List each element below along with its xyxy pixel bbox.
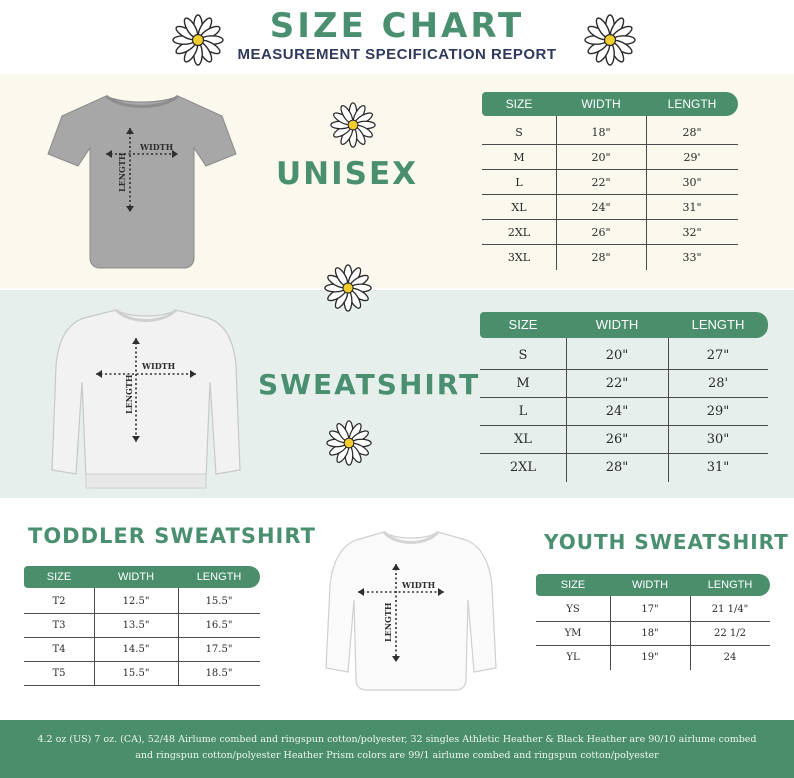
column-divider	[178, 588, 179, 686]
table-cell: YM	[564, 628, 582, 639]
column-header: SIZE	[508, 317, 538, 332]
page-subtitle: MEASUREMENT SPECIFICATION REPORT	[237, 46, 557, 63]
column-header: WIDTH	[117, 571, 155, 583]
table-header	[536, 574, 770, 596]
table-cell: 27"	[706, 348, 730, 363]
table-row	[480, 426, 768, 454]
tshirt-icon	[44, 88, 240, 278]
footer-text: 4.2 oz (US) 7 oz. (CA), 52/48 Airlume combed and ringspun cotton/polyester, 32 singles Athletic Heather & Black Heather are 90/10 airlume combed and ringspun cotton/polyester Heather Prism colors are 99/1 airlume combed and ringspun cotton/polyester	[37, 734, 757, 761]
tshirt-width-label: WIDTH	[140, 142, 174, 152]
daisy-icon	[324, 264, 372, 312]
table-row	[480, 370, 768, 398]
table-cell: 20"	[591, 151, 611, 164]
column-divider	[668, 338, 669, 482]
toddler-label: TODDLER SWEATSHIRT	[28, 524, 316, 548]
table-cell: 31"	[706, 460, 730, 475]
table-cell: 29"	[706, 404, 730, 419]
table-cell: S	[515, 126, 523, 139]
sweatshirt-width-label: WIDTH	[142, 361, 176, 371]
table-row	[482, 170, 738, 195]
sweatshirt-icon	[46, 302, 246, 492]
column-divider	[556, 116, 557, 270]
column-header: LENGTH	[707, 579, 753, 591]
table-cell: 16.5"	[205, 620, 233, 631]
table-row	[480, 342, 768, 370]
column-divider	[610, 596, 611, 670]
youth-size-table	[536, 574, 770, 670]
table-row	[480, 454, 768, 482]
table-row	[482, 195, 738, 220]
table-cell: 17.5"	[205, 644, 233, 655]
table-cell: 33"	[682, 251, 702, 264]
column-header: WIDTH	[631, 579, 669, 591]
youth-sweatshirt-icon	[318, 524, 504, 696]
table-cell: 22"	[591, 176, 611, 189]
table-header	[480, 312, 768, 338]
column-header: LENGTH	[691, 317, 745, 332]
youth-length-label: LENGTH	[383, 602, 393, 642]
table-cell: 30"	[682, 176, 702, 189]
table-cell: 28"	[591, 251, 611, 264]
column-divider	[646, 116, 647, 270]
table-cell: 18"	[641, 628, 659, 639]
table-cell: XL	[514, 432, 532, 447]
sweatshirt-length-label: LENGTH	[124, 374, 134, 414]
table-cell: 12.5"	[122, 596, 150, 607]
sweatshirt-label: SWEATSHIRT	[258, 368, 481, 401]
table-cell: XL	[511, 201, 527, 214]
table-cell: 28"	[605, 460, 629, 475]
table-row	[482, 245, 738, 270]
youth-label: YOUTH SWEATSHIRT	[544, 530, 789, 554]
table-row	[24, 638, 260, 662]
table-cell: L	[515, 176, 523, 189]
table-cell: 26"	[605, 432, 629, 447]
column-divider	[94, 588, 95, 686]
toddler-size-table	[24, 566, 260, 688]
footer-fabric-note	[0, 720, 794, 778]
table-row	[536, 646, 770, 670]
column-header: WIDTH	[581, 97, 621, 111]
table-cell: 18.5"	[205, 668, 233, 679]
table-row	[482, 145, 738, 170]
page-title: SIZE CHART	[269, 6, 525, 46]
table-cell: 21 1/4"	[711, 604, 749, 615]
table-cell: 14.5"	[122, 644, 150, 655]
table-cell: 29'	[683, 151, 701, 164]
header	[0, 0, 794, 74]
table-cell: T3	[52, 620, 66, 631]
table-cell: 17"	[641, 604, 659, 615]
tshirt-length-label: LENGTH	[117, 152, 127, 192]
unisex-size-table	[482, 92, 738, 272]
table-cell: L	[518, 404, 528, 419]
unisex-label: UNISEX	[276, 156, 419, 192]
sweatshirt-size-table	[480, 312, 768, 486]
table-cell: YS	[566, 604, 580, 615]
table-cell: 15.5"	[205, 596, 233, 607]
table-row	[536, 622, 770, 646]
table-row	[24, 614, 260, 638]
table-cell: T4	[52, 644, 66, 655]
table-cell: 24"	[591, 201, 611, 214]
column-divider	[690, 596, 691, 670]
daisy-icon	[584, 14, 636, 66]
table-cell: 24"	[605, 404, 629, 419]
column-header: SIZE	[46, 571, 72, 583]
table-cell: 28'	[707, 376, 729, 391]
table-cell: 32"	[682, 226, 702, 239]
column-header: LENGTH	[667, 97, 717, 111]
table-cell: 13.5"	[122, 620, 150, 631]
table-cell: 18"	[591, 126, 611, 139]
table-row	[482, 220, 738, 245]
column-header: LENGTH	[196, 571, 242, 583]
column-divider	[566, 338, 567, 482]
table-cell: M	[513, 151, 525, 164]
table-cell: 2XL	[509, 460, 537, 475]
table-cell: T5	[52, 668, 66, 679]
table-cell: S	[518, 348, 528, 363]
column-header: SIZE	[505, 97, 533, 111]
table-cell: 28"	[682, 126, 702, 139]
table-cell: M	[516, 376, 530, 391]
table-cell: 2XL	[507, 226, 531, 239]
table-row	[24, 662, 260, 686]
table-cell: 24	[723, 652, 737, 663]
table-row	[480, 398, 768, 426]
table-header	[482, 92, 738, 116]
table-cell: 31"	[682, 201, 702, 214]
table-cell: 19"	[641, 652, 659, 663]
column-header: SIZE	[560, 579, 586, 591]
table-cell: 15.5"	[122, 668, 150, 679]
daisy-icon	[330, 102, 376, 148]
table-cell: 20"	[605, 348, 629, 363]
table-row	[24, 590, 260, 614]
daisy-icon	[172, 14, 224, 66]
table-header	[24, 566, 260, 588]
table-cell: 30"	[706, 432, 730, 447]
table-cell: 3XL	[507, 251, 531, 264]
table-cell: YL	[566, 652, 580, 663]
youth-width-label: WIDTH	[402, 580, 436, 590]
column-header: WIDTH	[595, 317, 639, 332]
table-cell: 26"	[591, 226, 611, 239]
table-cell: 22 1/2	[714, 628, 746, 639]
table-row	[536, 598, 770, 622]
daisy-icon	[326, 420, 372, 466]
table-row	[482, 120, 738, 145]
table-cell: T2	[52, 596, 66, 607]
table-cell: 22"	[605, 376, 629, 391]
